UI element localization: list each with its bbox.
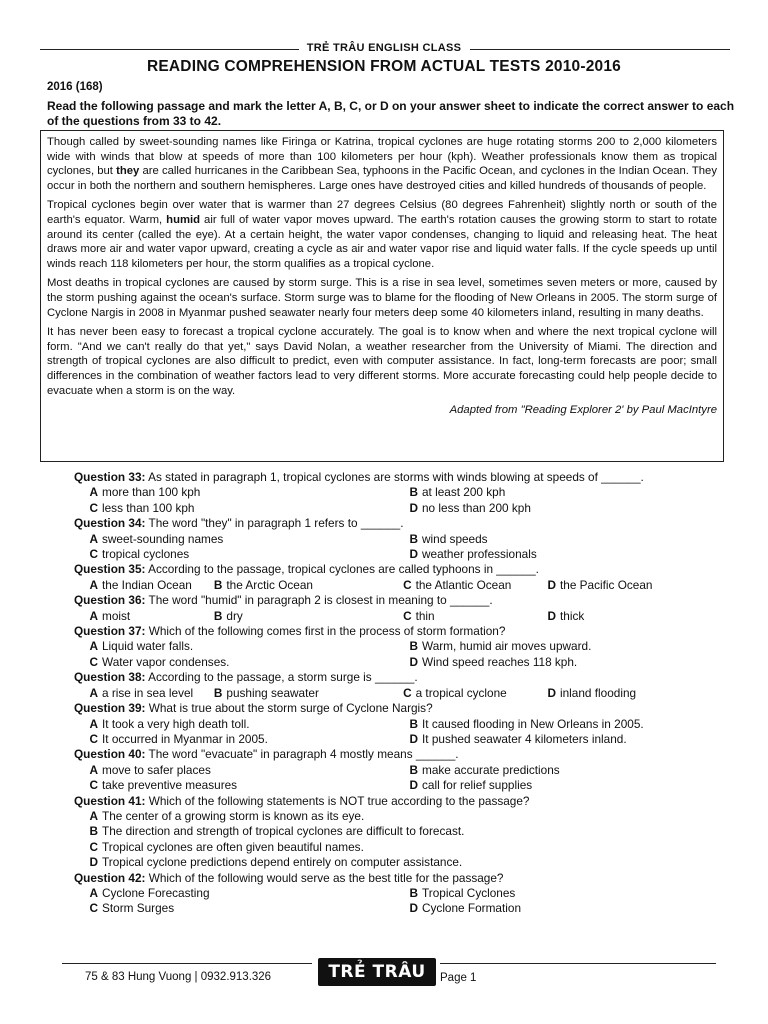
option-letter: D <box>547 577 556 592</box>
option-letter: A <box>89 639 98 654</box>
option-c[interactable] <box>74 778 394 793</box>
option-text: a rise in sea level <box>102 685 194 700</box>
question-text: The word "they" in paragraph 1 refers to ______. <box>145 516 404 531</box>
option-text: dry <box>226 608 243 623</box>
option-a[interactable] <box>74 809 714 824</box>
option-text: Water vapor condenses. <box>102 654 230 669</box>
option-text: Tropical cyclones are often given beautiful names. <box>102 839 364 854</box>
option-letter: B <box>213 608 223 623</box>
question-33 <box>74 470 714 485</box>
option-text: tropical cyclones <box>102 547 190 562</box>
option-letter: A <box>89 531 98 546</box>
highlight-they: they <box>116 165 140 178</box>
answer-options <box>74 686 714 701</box>
option-letter: B <box>409 485 418 500</box>
option-text: move to safer places <box>102 762 211 777</box>
option-text: It took a very high death toll. <box>102 716 250 731</box>
option-letter: B <box>409 639 418 654</box>
question-text: What is true about the storm surge of Cyclone Nargis? <box>145 701 433 716</box>
option-text: less than 100 kph <box>102 500 195 515</box>
option-c[interactable] <box>74 901 394 916</box>
option-text: Cyclone Forecasting <box>102 885 210 900</box>
option-c[interactable] <box>74 547 394 562</box>
question-label: Question 35: <box>74 562 146 577</box>
option-d[interactable] <box>522 686 688 701</box>
option-letter: C <box>89 654 98 669</box>
option-text: the Indian Ocean <box>102 577 192 592</box>
option-letter: D <box>409 731 418 746</box>
question-text: The word "humid" in paragraph 2 is closest in meaning to ______. <box>145 593 493 608</box>
option-text: the Arctic Ocean <box>226 577 313 592</box>
footer-address: 75 & 83 Hung Vuong | 0932.913.326 <box>85 971 272 983</box>
option-letter: A <box>89 685 98 700</box>
option-d[interactable] <box>394 732 714 747</box>
option-letter: D <box>409 901 418 916</box>
question-label: Question 42: <box>74 870 146 885</box>
option-letter: A <box>89 577 98 592</box>
class-name: TRẺ TRÂU ENGLISH CLASS <box>299 42 470 54</box>
option-letter: C <box>89 500 98 515</box>
option-b[interactable] <box>394 717 714 732</box>
instruction: Read the following passage and mark the letter A, B, C, or D on your answer sheet to indicate the correct answer to each of the questions from 33 to 42. <box>47 99 735 128</box>
answer-options <box>74 578 714 593</box>
brand-logo: TRẺ TRÂU <box>318 958 436 986</box>
option-text: wind speeds <box>422 531 488 546</box>
option-text: take preventive measures <box>102 778 238 793</box>
highlight-humid: humid <box>166 213 201 226</box>
question-label: Question 37: <box>74 624 146 639</box>
answer-options <box>74 717 714 748</box>
option-b[interactable] <box>394 532 714 547</box>
option-letter: C <box>89 839 98 854</box>
option-letter: D <box>547 608 556 623</box>
option-letter: A <box>89 762 98 777</box>
answer-options <box>74 485 714 516</box>
option-letter: C <box>403 685 412 700</box>
passage-source: Adapted from "Reading Explorer 2' by Paul MacIntyre <box>449 404 717 417</box>
question-34 <box>74 516 714 531</box>
question-41 <box>74 794 714 809</box>
option-text: Cyclone Formation <box>422 901 522 916</box>
option-letter: B <box>409 762 418 777</box>
option-letter: C <box>403 577 412 592</box>
question-label: Question 39: <box>74 701 146 716</box>
option-d[interactable] <box>74 855 714 870</box>
question-39 <box>74 701 714 716</box>
option-a[interactable] <box>74 532 394 547</box>
class-header <box>0 42 768 56</box>
option-b[interactable] <box>208 578 362 593</box>
option-letter: B <box>89 824 98 839</box>
option-letter: C <box>89 901 98 916</box>
option-b[interactable] <box>208 686 362 701</box>
page-title: READING COMPREHENSION FROM ACTUAL TESTS 2010-2016 <box>146 58 622 75</box>
question-label: Question 36: <box>74 593 146 608</box>
question-text: Which of the following statements is NOT true according to the passage? <box>145 793 530 808</box>
option-letter: B <box>213 577 223 592</box>
option-b[interactable] <box>394 485 714 500</box>
option-b[interactable] <box>394 763 714 778</box>
footer-rule-right <box>440 963 716 964</box>
question-text: The word "evacuate" in paragraph 4 mostly means ______. <box>145 747 459 762</box>
paragraph-3: Most deaths in tropical cyclones are caused by storm surge. This is a rise in sea level, sometimes seven meters or more, caused by the storm pushing against the ocean's surface. Storm surge was to blame for the flooding of New Orleans in 2005. The storm surge of Cyclone Nargis in 2008 in Myanmar pushed seawater nearly four meters deep some 40 kilometers inland, resulting in many deaths. <box>47 277 717 319</box>
answer-options <box>74 639 714 670</box>
option-letter: D <box>409 654 418 669</box>
option-c[interactable] <box>74 501 394 516</box>
option-letter: A <box>89 716 98 731</box>
option-letter: D <box>409 547 418 562</box>
option-text: sweet-sounding names <box>102 531 224 546</box>
question-label: Question 33: <box>74 470 146 484</box>
question-list <box>74 470 714 917</box>
option-d[interactable] <box>522 609 688 624</box>
option-text: Liquid water falls. <box>102 639 194 654</box>
option-text: make accurate predictions <box>422 762 560 777</box>
option-text: call for relief supplies <box>422 778 533 793</box>
option-text: Storm Surges <box>102 901 175 916</box>
question-text: Which of the following comes first in the process of storm formation? <box>145 624 506 639</box>
question-40 <box>74 747 714 762</box>
question-text: According to the passage, tropical cyclones are called typhoons in ______. <box>145 562 539 577</box>
option-letter: B <box>409 531 418 546</box>
question-38 <box>74 670 714 685</box>
option-a[interactable] <box>74 485 394 500</box>
option-text: the Pacific Ocean <box>560 577 653 592</box>
option-a[interactable] <box>74 763 394 778</box>
option-text: thin <box>415 608 435 623</box>
option-text: Tropical cyclone predictions depend entirely on computer assistance. <box>102 855 463 870</box>
answer-options <box>74 886 714 917</box>
option-d[interactable] <box>394 655 714 670</box>
question-label: Question 40: <box>74 747 146 762</box>
option-text: a tropical cyclone <box>415 685 507 700</box>
reading-passage <box>40 130 724 462</box>
test-year: 2016 (168) <box>47 81 103 93</box>
option-letter: A <box>89 808 98 823</box>
option-text: thick <box>560 608 585 623</box>
paragraph-2: Tropical cyclones begin over water that is warmer than 27 degrees Celsius (80 degrees Fahrenheit) slightly north or south of the earth's equator. Warm, humid air full of water vapor moves upward. The earth's rotation causes the growing storm to start to rotate around its center (called the eye). At a certain height, the water vapor condenses, changing to liquid and releasing heat. The heat draws more air and water vapor upward, creating a cycle as air and water vapor rise and liquid water falls. If the cycle speeds up until winds reach 118 kilometers per hour, the storm qualifies as a tropical cyclone. <box>47 199 717 270</box>
option-a[interactable] <box>74 886 394 901</box>
option-text: inland flooding <box>560 685 637 700</box>
option-letter: D <box>409 778 418 793</box>
option-d[interactable] <box>394 501 714 516</box>
option-d[interactable] <box>394 778 714 793</box>
answer-options <box>74 809 714 871</box>
option-a[interactable] <box>74 717 394 732</box>
option-letter: C <box>89 547 98 562</box>
answer-options <box>74 763 714 794</box>
paragraph-4: It has never been easy to forecast a tropical cyclone accurately. The goal is to know when and where the next tropical cyclone will form. "And we can't really do that yet," says David Nolan, a weather researcher from the University of Miami. The direction and strength of tropical cyclones are also difficult to predict, even with computer assistance. In fact, long-term forecasts are poor; small differences in the combination of weather factors lead to very different storms. More accurate forecasting could help people decide to evacuate when a storm is on the way. <box>47 326 717 397</box>
question-37 <box>74 624 714 639</box>
option-text: Warm, humid air moves upward. <box>422 639 592 654</box>
option-letter: B <box>409 716 418 731</box>
option-c[interactable] <box>74 655 394 670</box>
option-text: more than 100 kph <box>102 485 201 500</box>
footer-rule-left <box>62 963 312 964</box>
question-text: Which of the following would serve as the best title for the passage? <box>145 870 504 885</box>
question-label: Question 34: <box>74 516 146 531</box>
question-36 <box>74 593 714 608</box>
question-42 <box>74 871 714 886</box>
option-text: It occurred in Myanmar in 2005. <box>102 731 268 746</box>
option-letter: A <box>89 885 98 900</box>
option-text: moist <box>102 608 131 623</box>
option-letter: C <box>89 731 98 746</box>
option-text: It pushed seawater 4 kilometers inland. <box>422 731 627 746</box>
option-text: It caused flooding in New Orleans in 2005. <box>422 716 644 731</box>
option-letter: B <box>409 885 418 900</box>
option-letter: D <box>409 500 418 515</box>
option-text: Wind speed reaches 118 kph. <box>422 654 578 669</box>
option-c[interactable] <box>74 732 394 747</box>
option-text: at least 200 kph <box>422 485 506 500</box>
paragraph-1: Though called by sweet-sounding names like Firinga or Katrina, tropical cyclones are huge rotating storms 200 to 2,000 kilometers wide with winds that blow at speeds of more than 100 kilometers per hour (kph). Weather professionals know them as tropical cyclones, but they are called hurricanes in the Caribbean Sea, typhoons in the Pacific Ocean, and cyclones in the Indian Ocean. They occur in both the northern and southern hemispheres. Large ones have destroyed cities and killed hundreds of thousands of people. <box>47 136 717 192</box>
question-35 <box>74 562 714 577</box>
option-text: pushing seawater <box>226 685 319 700</box>
option-letter: C <box>403 608 412 623</box>
option-b[interactable] <box>394 886 714 901</box>
option-text: Tropical Cyclones <box>422 885 516 900</box>
option-d[interactable] <box>522 578 688 593</box>
option-letter: D <box>89 855 98 870</box>
option-letter: A <box>89 608 98 623</box>
option-letter: D <box>547 685 556 700</box>
question-label: Question 38: <box>74 670 146 685</box>
option-letter: C <box>89 778 98 793</box>
option-d[interactable] <box>394 901 714 916</box>
option-b[interactable] <box>74 824 714 839</box>
option-text: The center of a growing storm is known as its eye. <box>102 808 365 823</box>
answer-options <box>74 532 714 563</box>
answer-options <box>74 609 714 624</box>
option-c[interactable] <box>74 840 714 855</box>
option-letter: B <box>213 685 223 700</box>
option-a[interactable] <box>74 639 394 654</box>
option-text: the Atlantic Ocean <box>415 577 512 592</box>
option-d[interactable] <box>394 547 714 562</box>
option-b[interactable] <box>208 609 362 624</box>
option-text: The direction and strength of tropical cyclones are difficult to forecast. <box>102 824 465 839</box>
option-b[interactable] <box>394 639 714 654</box>
question-label: Question 41: <box>74 793 146 808</box>
option-text: no less than 200 kph <box>422 500 531 515</box>
option-letter: A <box>89 485 98 500</box>
option-text: weather professionals <box>422 547 537 562</box>
question-text: As stated in paragraph 1, tropical cyclones are storms with winds blowing at speeds of ______. <box>145 470 644 484</box>
page-number: Page 1 <box>440 972 477 984</box>
question-text: According to the passage, a storm surge is ______. <box>145 670 418 685</box>
